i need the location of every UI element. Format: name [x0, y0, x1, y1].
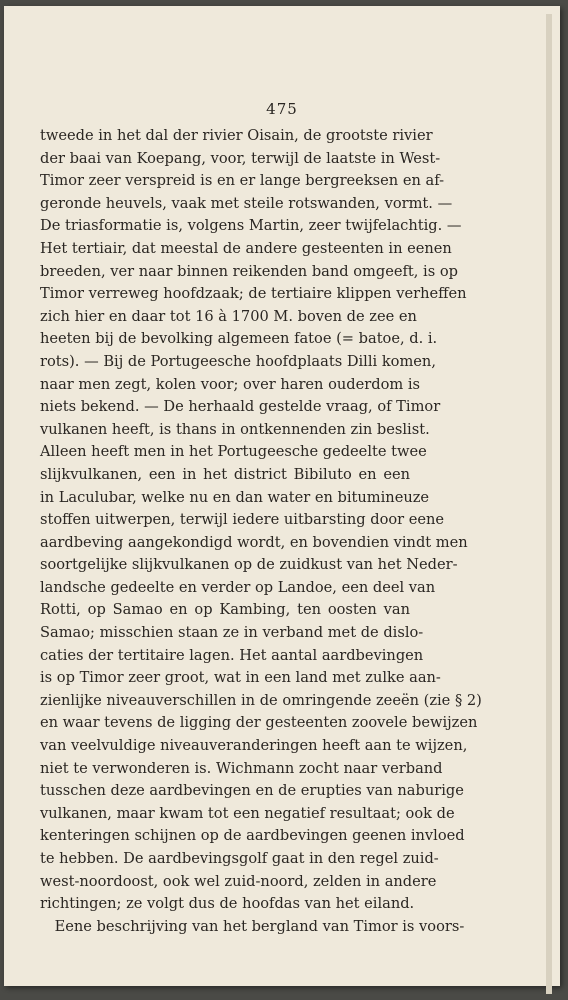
text-line: vulkanen heeft, is thans in ontkennenden zin beslist. — [40, 420, 430, 438]
text-line: tweede in het dal der rivier Oisain, de grootste rivier — [40, 127, 433, 144]
text-line: niets bekend. — De herhaald gestelde vraag, of Timor — [40, 398, 441, 416]
text-line: west-noordoost, ook wel zuid-noord, zelden in andere — [40, 872, 437, 890]
text-line: rots). — Bij de Portugeesche hoofdplaats Dilli komen, — [40, 352, 436, 370]
text-line: in Laculubar, welke nu en dan water en bitumineuze — [40, 488, 430, 506]
text-line: aardbeving aangekondigd wordt, en bovendien vindt men — [40, 533, 468, 551]
page-number: 475 — [266, 100, 298, 118]
text-line: geronde heuvels, vaak met steile rotswanden, vormt. — — [40, 194, 453, 212]
text-line: niet te verwonderen is. Wichmann zocht naar verband — [40, 759, 443, 777]
text-line: Het tertiair, dat meestal de andere gesteenten in eenen — [40, 239, 452, 257]
text-line: stoffen uitwerpen, terwijl iedere uitbarsting door eene — [40, 511, 445, 529]
text-line: landsche gedeelte en verder op Landoe, een deel van — [40, 578, 436, 596]
text-line: Eene beschrijving van het bergland van Timor is voors- — [54, 917, 465, 935]
text-line: tusschen deze aardbevingen en de erupties van naburige — [40, 782, 464, 800]
text-line: naar men zegt, kolen voor; over haren ouderdom is — [40, 375, 420, 393]
text-line: is op Timor zeer groot, wat in een land met zulke aan- — [40, 669, 441, 687]
text-line: vulkanen, maar kwam tot een negatief resultaat; ook de — [40, 804, 455, 822]
book-page — [4, 6, 560, 986]
body-text — [40, 125, 482, 938]
text-line: van veelvuldige niveauveranderingen heeft aan te wijzen, — [40, 737, 468, 755]
text-line: der baai van Koepang, voor, terwijl de laatste in West- — [40, 149, 441, 167]
text-line: heeten bij de bevolking algemeen fatoe (= batoe, d. i. — [40, 330, 438, 348]
text-line: Timor verreweg hoofdzaak; de tertiaire klippen verheffen — [40, 285, 467, 303]
text-line: Alleen heeft men in het Portugeesche gedeelte twee — [40, 443, 427, 461]
text-line: en waar tevens de ligging der gesteenten zoovele bewijzen — [40, 714, 478, 732]
text-line: zienlijke niveauverschillen in de omringende zeeën (zie § 2) — [40, 691, 482, 709]
text-line: soortgelijke slijkvulkanen op de zuidkust van het Neder- — [40, 556, 458, 574]
text-line: Samao; misschien staan ze in verband met de dislo- — [40, 624, 424, 642]
text-line: caties der tertitaire lagen. Het aantal aardbevingen — [40, 646, 424, 664]
text-line: breeden, ver naar binnen reikenden band omgeeft, is op — [40, 262, 458, 280]
text-line: te hebben. De aardbevingsgolf gaat in den regel zuid- — [40, 850, 439, 867]
text-line: slijkvulkanen, een in het district Bibiluto en een — [40, 465, 410, 483]
text-line: Timor zeer verspreid is en er lange bergreeksen en af- — [40, 172, 445, 190]
text-line: Rotti, op Samao en op Kambing, ten oosten van — [40, 601, 410, 619]
text-line: richtingen; ze volgt dus de hoofdas van het eiland. — [40, 895, 415, 913]
text-line: zich hier en daar tot 16 à 1700 M. boven de zee en — [40, 307, 417, 325]
text-line: kenteringen schijnen op de aardbevingen geenen invloed — [40, 827, 465, 845]
page-edge-shadow — [546, 14, 552, 994]
text-line: De triasformatie is, volgens Martin, zeer twijfelachtig. — — [40, 217, 462, 235]
